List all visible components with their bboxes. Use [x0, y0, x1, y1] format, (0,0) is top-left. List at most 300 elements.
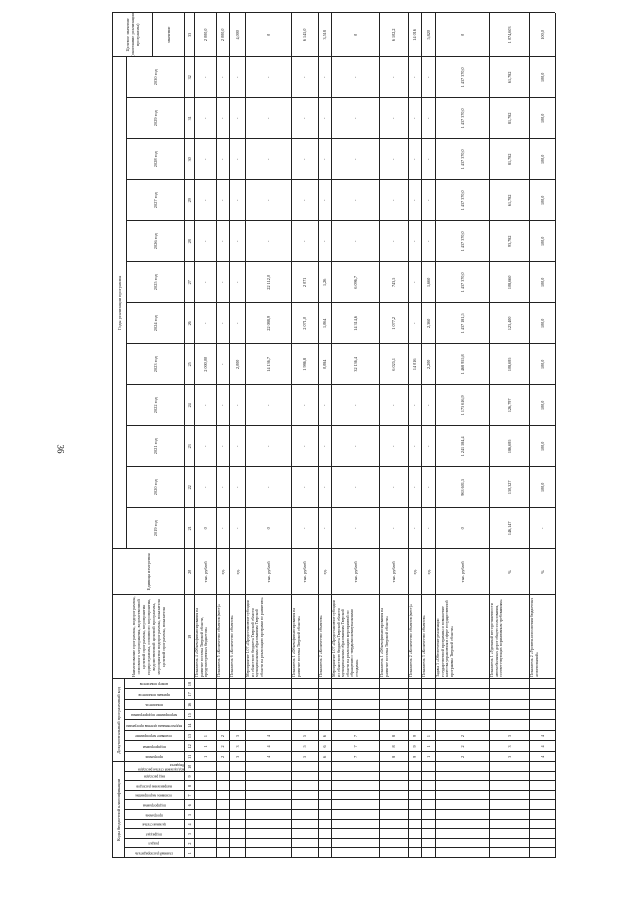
column-number: 20 — [186, 569, 192, 574]
budget-col-header: подпрограмма — [142, 803, 166, 808]
code-digit — [245, 800, 291, 810]
code-digit — [435, 710, 489, 720]
code-digit — [291, 689, 318, 699]
code-digit — [291, 820, 318, 830]
code-digit — [408, 839, 421, 849]
code-digit: 6 — [322, 755, 327, 758]
code-digit — [529, 800, 555, 810]
code-digit — [435, 679, 489, 689]
code-digit — [216, 829, 229, 839]
unit-col-header: Единица измерения — [145, 553, 151, 591]
year-value: - — [220, 240, 225, 243]
year-value: - — [234, 404, 240, 407]
year-value: - — [412, 445, 417, 448]
code-digit — [245, 848, 291, 858]
code-digit — [216, 781, 229, 791]
year-value: - — [322, 486, 327, 489]
code-digit — [421, 781, 435, 791]
code-digit — [291, 762, 318, 772]
column-number: 17 — [186, 692, 192, 697]
year-value: - — [220, 363, 225, 366]
code-digit — [435, 720, 489, 730]
code-digit — [331, 820, 379, 830]
year-value: 100,0 — [539, 72, 545, 83]
column-number: 19 — [186, 634, 192, 639]
year-value: 1 986,8 — [302, 358, 307, 371]
year-value: - — [425, 199, 431, 202]
code-digit: 1 — [425, 755, 431, 758]
code-digit — [291, 700, 318, 710]
code-digit: 7 — [352, 755, 358, 758]
final-value: 4,000 — [234, 30, 240, 40]
code-digit — [435, 848, 489, 858]
year-value: 100,0 — [539, 236, 545, 247]
code-digit — [229, 800, 245, 810]
year-value: 186,695 — [506, 439, 512, 454]
code-digit — [529, 710, 555, 720]
year-value: - — [234, 527, 240, 530]
code-digit: 1 — [202, 755, 208, 758]
code-digit — [331, 700, 379, 710]
row-name: Показатель 4 «Объем финансирования на развитие поселка Тверской области, предусмотренных бюджетом» — [195, 608, 208, 677]
year-value: 81,782 — [506, 153, 512, 166]
year-value: - — [425, 117, 431, 120]
code-digit — [245, 839, 291, 849]
row-unit: % — [539, 570, 545, 574]
column-number: 2 — [186, 842, 192, 845]
budget-col-header: основное мероприятие — [135, 793, 173, 798]
year-value: 32 136,4 — [352, 356, 358, 372]
budget-col-header: программа — [145, 813, 163, 818]
code-digit: 9 — [412, 745, 417, 748]
code-digit — [229, 689, 245, 699]
column-number: 6 — [186, 804, 192, 807]
code-digit — [318, 689, 331, 699]
year-col-header: 2028 год — [152, 151, 158, 168]
year-value: - — [425, 404, 431, 407]
column-number: 22 — [186, 485, 192, 490]
year-value: 100,0 — [539, 154, 545, 165]
code-digit: 5 — [302, 755, 307, 758]
code-digit — [245, 791, 291, 801]
row-name: Показатель 1 «Удельный вес протяженности автомобильных дорог общего пользования, соответствующих нормативным требованиям» — [490, 599, 503, 677]
year-value: 2,360 — [425, 318, 431, 329]
budget-col-header: раздел — [148, 841, 160, 846]
year-col-header: 2024 год — [152, 315, 158, 332]
year-value: - — [352, 527, 358, 530]
code-digit — [379, 820, 408, 830]
final-value: 0 — [459, 33, 465, 36]
year-value: 1 241 584,4 — [459, 436, 465, 457]
year-value: - — [391, 445, 396, 448]
code-digit — [229, 829, 245, 839]
year-value: - — [412, 199, 417, 202]
code-digit: 6 — [322, 734, 327, 738]
code-digit — [291, 710, 318, 720]
code-digit — [229, 781, 245, 791]
code-digit — [291, 720, 318, 730]
code-digit — [408, 800, 421, 810]
year-value: - — [302, 158, 307, 161]
code-digit — [216, 700, 229, 710]
code-digit — [229, 679, 245, 689]
code-digit — [194, 679, 216, 689]
year-value: - — [425, 76, 431, 79]
years-header: Годы реализации программы — [116, 275, 122, 330]
year-value: - — [425, 158, 431, 161]
code-digit — [529, 848, 555, 858]
budget-col-header: целевая статья — [142, 822, 166, 827]
year-value: - — [352, 199, 358, 202]
code-digit — [435, 689, 489, 699]
code-digit: 8 — [391, 745, 396, 748]
year-value: - — [539, 527, 545, 530]
code-digit — [379, 839, 408, 849]
code-digit — [435, 700, 489, 710]
code-digit — [216, 791, 229, 801]
column-number: 29 — [186, 198, 192, 203]
year-value: 2,000 — [234, 359, 240, 370]
code-digit — [318, 820, 331, 830]
code-digit: 3 — [234, 734, 240, 738]
program-col-header: программа — [145, 755, 163, 760]
code-digit: 4 — [265, 745, 271, 748]
year-value: - — [391, 486, 396, 489]
row-unit: тыс. рублей — [202, 561, 208, 583]
code-digit — [529, 689, 555, 699]
year-col-header: 2021 год — [152, 438, 158, 455]
column-number: 3 — [186, 832, 192, 836]
code-digit — [216, 800, 229, 810]
year-value: - — [425, 486, 431, 489]
code-digit: 3 — [234, 755, 240, 758]
year-value: 1,660 — [425, 277, 431, 288]
code-digit — [421, 679, 435, 689]
code-digit — [318, 679, 331, 689]
year-value: - — [302, 76, 307, 79]
column-number: 14 — [186, 723, 192, 728]
code-digit — [229, 820, 245, 830]
code-digit — [379, 829, 408, 839]
year-value: - — [322, 445, 327, 448]
code-digit: 8 — [391, 734, 396, 738]
code-digit: 6 — [322, 745, 327, 748]
code-digit — [421, 689, 435, 699]
code-digit: 2 — [459, 755, 465, 758]
year-value: 0,084 — [322, 359, 327, 370]
year-value: - — [412, 76, 417, 79]
code-digit — [318, 710, 331, 720]
row-name: Показатель 5 «Количество объектов (мест)» — [217, 604, 221, 677]
code-digit — [229, 720, 245, 730]
column-number: 23 — [186, 444, 192, 449]
code-digit: 4 — [539, 755, 545, 758]
code-digit — [331, 689, 379, 699]
code-digit — [529, 781, 555, 791]
code-digit — [331, 720, 379, 730]
year-value: 1,26 — [322, 278, 327, 286]
code-digit — [529, 679, 555, 689]
code-digit — [194, 762, 216, 772]
year-value: 14 314,6 — [352, 315, 358, 331]
year-value: - — [391, 404, 396, 407]
code-digit — [529, 762, 555, 772]
code-digit — [229, 762, 245, 772]
code-digit — [245, 810, 291, 820]
column-number: 28 — [186, 239, 192, 244]
code-digit — [379, 689, 408, 699]
year-value: - — [265, 76, 271, 79]
year-value: - — [234, 240, 240, 243]
code-digit: 2 — [220, 755, 225, 758]
year-value: 1 437 370,0 — [459, 190, 465, 211]
code-digit — [489, 772, 529, 782]
budget-col-header: вид расходов — [143, 774, 165, 779]
year-value: 100,0 — [539, 277, 545, 288]
row-unit: тыс. рублей — [352, 561, 358, 583]
year-value: 1 437 370,0 — [459, 149, 465, 170]
code-digit — [489, 689, 529, 699]
year-value: - — [412, 322, 417, 325]
final-value: 3,518 — [322, 30, 327, 40]
code-digit — [318, 829, 331, 839]
year-value: - — [202, 404, 208, 407]
year-col-header: 2026 год — [152, 233, 158, 250]
code-digit: 4 — [265, 734, 271, 738]
code-digit — [379, 710, 408, 720]
code-digit — [245, 829, 291, 839]
code-digit — [291, 848, 318, 858]
row-name: Показатель 2 «Уровень исполнения бюджетных ассигнований» — [530, 597, 539, 677]
code-digit — [216, 710, 229, 720]
year-value: - — [352, 445, 358, 448]
column-number: 5 — [186, 813, 192, 816]
code-digit — [331, 679, 379, 689]
code-digit: 3 — [506, 745, 512, 748]
code-digit — [379, 848, 408, 858]
code-digit — [489, 800, 529, 810]
year-value: - — [352, 404, 358, 407]
code-digit — [194, 800, 216, 810]
code-digit — [229, 848, 245, 858]
year-value: - — [412, 404, 417, 407]
final-value: 100,0 — [539, 30, 545, 40]
final-value: 0 — [352, 33, 358, 36]
code-digit — [318, 720, 331, 730]
code-digit — [435, 800, 489, 810]
code-digit — [194, 720, 216, 730]
year-value: - — [220, 445, 225, 448]
code-digit — [331, 848, 379, 858]
year-value: 1 437 370,0 — [459, 272, 465, 293]
year-value: 6 096,7 — [352, 276, 358, 289]
code-digit — [421, 848, 435, 858]
year-value: - — [352, 76, 358, 79]
code-digit — [216, 820, 229, 830]
code-digit — [331, 791, 379, 801]
code-digit — [379, 720, 408, 730]
year-value: - — [391, 158, 396, 161]
code-digit — [216, 689, 229, 699]
year-value: 100,0 — [539, 113, 545, 124]
name-col-header: Наименование программы, подпрограммы, основного мероприятия, ведомственной целевой программы, мероприятия подпрограммы, основного мероприятия, ведомственной целевой программы, мероприятия подпрограммы, показателя целевой программы, показателя — [130, 596, 166, 678]
code-digit — [435, 791, 489, 801]
code-digit — [229, 839, 245, 849]
code-digit — [216, 839, 229, 849]
row-name: Показатель 2 «Количество объектов» — [319, 615, 323, 677]
code-digit — [331, 710, 379, 720]
year-value: - — [352, 240, 358, 243]
year-value: 1 437 181,5 — [459, 313, 465, 334]
year-value: - — [302, 404, 307, 407]
column-number: 24 — [186, 403, 192, 408]
code-digit — [489, 839, 529, 849]
column-number: 4 — [186, 823, 192, 826]
code-digit — [529, 820, 555, 830]
year-value: 2 071 — [302, 277, 307, 288]
code-digit — [216, 810, 229, 820]
column-number: 9 — [186, 775, 192, 778]
column-number: 26 — [186, 321, 192, 326]
code-digit — [489, 720, 529, 730]
code-digit — [421, 710, 435, 720]
year-col-header: 2022 год — [152, 397, 158, 414]
year-value: 14 016 — [412, 358, 417, 371]
year-col-header: 2030 год — [152, 69, 158, 86]
code-digit: 2 — [220, 745, 225, 748]
column-number: 7 — [186, 794, 192, 797]
column-number: 13 — [186, 733, 192, 739]
column-number: 11 — [186, 754, 192, 759]
year-value: - — [412, 527, 417, 530]
final-value-header: Целевое значение (окончание реализации программы) — [124, 13, 140, 57]
column-number: 21 — [186, 526, 192, 531]
code-digit — [216, 848, 229, 858]
code-digit — [408, 720, 421, 730]
code-digit — [318, 781, 331, 791]
code-digit — [245, 762, 291, 772]
code-digit: 1 — [202, 745, 208, 748]
code-digit — [216, 720, 229, 730]
code-digit — [379, 762, 408, 772]
code-digit — [408, 689, 421, 699]
year-value: 93,782 — [506, 235, 512, 248]
code-digit — [489, 700, 529, 710]
year-value: 100,0 — [539, 195, 545, 206]
code-digit — [379, 679, 408, 689]
year-value: - — [234, 76, 240, 79]
year-value: - — [202, 322, 208, 325]
code-digit — [379, 791, 408, 801]
column-number: 18 — [186, 681, 192, 687]
code-digit — [331, 781, 379, 791]
code-digit — [245, 700, 291, 710]
code-digit — [408, 848, 421, 858]
row-name: Мероприятие 1.07 «Предоставление субсидии из областного бюджета Тверской области муниципальным образованиям Тверской области на реализацию мероприятий по обращению с твердыми коммунальными отходами» — [332, 600, 359, 677]
year-value: 22 088,9 — [265, 315, 271, 331]
year-value: 100,0 — [539, 441, 545, 452]
year-value: 1 468 955,8 — [459, 354, 465, 375]
code-digit — [318, 772, 331, 782]
year-value: 108,660 — [506, 275, 512, 290]
code-digit — [489, 820, 529, 830]
year-value: - — [322, 158, 327, 161]
code-digit — [529, 720, 555, 730]
column-number: 33 — [186, 32, 192, 37]
code-digit — [421, 700, 435, 710]
code-digit — [229, 791, 245, 801]
year-value: - — [265, 445, 271, 448]
year-value: 1 437 370,0 — [459, 108, 465, 129]
code-digit — [245, 781, 291, 791]
budget-col-header: направление расходов — [136, 784, 172, 789]
year-value: - — [302, 486, 307, 489]
year-value: - — [234, 158, 240, 161]
code-digit: 1 — [425, 745, 431, 748]
year-value: - — [220, 76, 225, 79]
code-digit — [489, 791, 529, 801]
code-digit — [421, 839, 435, 849]
year-value: 2,200 — [425, 359, 431, 370]
code-digit — [194, 772, 216, 782]
year-value: - — [234, 281, 240, 284]
code-digit — [291, 781, 318, 791]
code-digit — [421, 829, 435, 839]
budget-col-header: главный распорядитель — [134, 851, 174, 856]
code-digit — [529, 700, 555, 710]
code-digit — [435, 829, 489, 839]
code-digit — [291, 829, 318, 839]
code-digit: 3 — [506, 734, 512, 738]
code-digit: 7 — [352, 734, 358, 738]
code-digit: 9 — [412, 734, 417, 738]
year-value: - — [220, 199, 225, 202]
row-unit: ед. — [220, 569, 225, 575]
code-digit — [421, 820, 435, 830]
year-value: 2 071,0 — [302, 317, 307, 330]
code-digit — [529, 829, 555, 839]
code-digit — [318, 839, 331, 849]
code-digit — [408, 829, 421, 839]
column-number: 32 — [186, 75, 192, 80]
code-digit — [331, 829, 379, 839]
code-digit — [194, 848, 216, 858]
year-value: - — [352, 117, 358, 120]
code-digit: 4 — [265, 755, 271, 758]
code-digit — [245, 772, 291, 782]
year-value: - — [265, 117, 271, 120]
year-value: - — [302, 527, 307, 530]
year-value: - — [220, 322, 225, 325]
year-value: 0 — [202, 527, 208, 530]
year-value: - — [202, 158, 208, 161]
year-col-header: 2027 год — [152, 192, 158, 209]
year-value: - — [220, 527, 225, 530]
code-digit: 1 — [202, 734, 208, 738]
code-digit — [489, 679, 529, 689]
year-col-header: 2020 год — [152, 479, 158, 496]
year-value: 126,797 — [506, 398, 512, 413]
code-digit — [318, 810, 331, 820]
year-value: - — [391, 199, 396, 202]
code-digit — [379, 800, 408, 810]
page-number: 36 — [55, 444, 66, 454]
code-digit: 2 — [220, 734, 225, 738]
code-digit — [408, 700, 421, 710]
final-value: 14 016 — [412, 29, 417, 41]
row-unit: ед. — [412, 569, 417, 575]
code-digit: 1 — [425, 734, 431, 738]
